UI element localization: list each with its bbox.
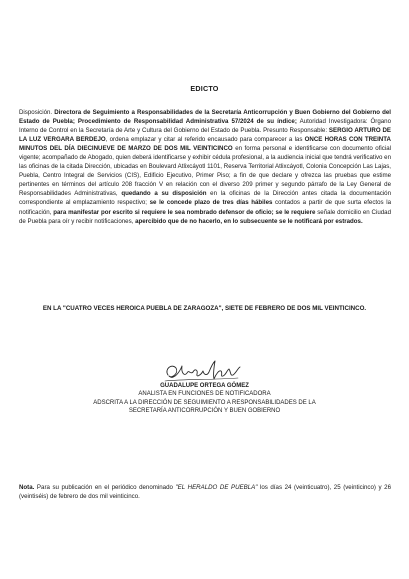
publication-note bbox=[19, 483, 391, 501]
closing-line: EN LA "CUATRO VECES HEROICA PUEBLA DE ZARAGOZA", SIETE DE FEBRERO DE DOS MIL VEINTICINCO. bbox=[42, 305, 367, 312]
signer-role: ANALISTA EN FUNCIONES DE NOTIFICADORA bbox=[138, 391, 271, 398]
body-text-10: se le concede plazo de tres días hábiles bbox=[149, 199, 273, 207]
body-text-12: para manifestar por escrito si requiere le sea nombrado defensor de oficio; se le requiere bbox=[53, 208, 316, 216]
signer-department-line-2: SECRETARÍA ANTICORRUPCIÓN Y BUEN GOBIERNO bbox=[128, 407, 281, 414]
document-title: EDICTO bbox=[190, 84, 219, 93]
body-text-7: en forma personal e identificarse con documento oficial vigente; acompañado de Abogado, quien deberá identificarse y exhibir cédula profesional, a la audiencia inicial que tendrá verificativo en las oficinas de la citada Dirección, ubicadas en Boulevard Atlixcáyotl 1101, Reserva Territorial Atlixcáyotl, Colonia Concepción Las Lajas, Puebla, Centro Integral de Servicios (CIS), Edificio Ejecutivo, Primer Piso; a fin de que declare y ofrezca las pruebas que estime pertinentes en términos del artículo 208 fracción V en relación con el diverso 209 primer y segundo párrafo de la Ley General de Responsabilidades Administrativas, bbox=[19, 145, 391, 198]
newspaper-name: "EL HERALDO DE PUEBLA" bbox=[175, 484, 258, 491]
body-text-3: Autoridad Investigadora: Órgano Interno de Control en la Secretaría de Arte y Cultura del Gobierno del Estado de Puebla. Presunto Responsable: bbox=[19, 118, 392, 135]
body-text-13: señale domicilio en Ciudad de Puebla para oír y recibir notificaciones, bbox=[19, 208, 391, 225]
body-text-11: contados a partir de que surta efectos la notificación, bbox=[19, 199, 392, 216]
signature-block bbox=[0, 382, 409, 415]
body-text-1: Disposición. bbox=[19, 109, 55, 116]
body-text-9: en la oficinas de la Dirección antes citada la documentación correspondiente al emplazamiento respectivo; bbox=[19, 190, 391, 207]
body-text-8: quedando a su disposición bbox=[121, 190, 207, 198]
signer-name: GUADALUPE ORTEGA GÓMEZ bbox=[160, 383, 249, 389]
body-text-2: Directora de Seguimiento a Responsabilidades de la Secretaría Anticorrupción y Buen Gobierno del Gobierno del Estado de Puebla; Procedimiento de Responsabilidad Administrativa 57/2024 de su índice; bbox=[19, 109, 391, 126]
note-text-1: Para su publicación en el periódico denominado bbox=[34, 484, 176, 491]
body-text-14: apercibido que de no hacerlo, en lo subsecuente se le notificará por estrados. bbox=[135, 217, 363, 225]
note-text-2: los días 24 (veinticuatro), 25 (veinticinco) y 26 (veintiséis) de febrero de dos mil veinticinco. bbox=[19, 484, 391, 501]
edict-body bbox=[19, 108, 391, 226]
signer-department-line-1: ADSCRITA A LA DIRECCIÓN DE SEGUIMIENTO A RESPONSABILIDADES DE LA bbox=[93, 399, 316, 406]
hearing-datetime: ONCE HORAS CON TREINTA MINUTOS DEL DÍA DIECINUEVE DE MARZO DE DOS MIL VEINTICINCO bbox=[19, 136, 391, 153]
body-text-5: , ordena emplazar y citar al referido encausado para comparecer a las bbox=[105, 136, 305, 144]
note-label: Nota. bbox=[19, 484, 35, 491]
accused-name: SERGIO ARTURO DE LA LUZ VERGARA BERDEJO bbox=[19, 127, 391, 144]
